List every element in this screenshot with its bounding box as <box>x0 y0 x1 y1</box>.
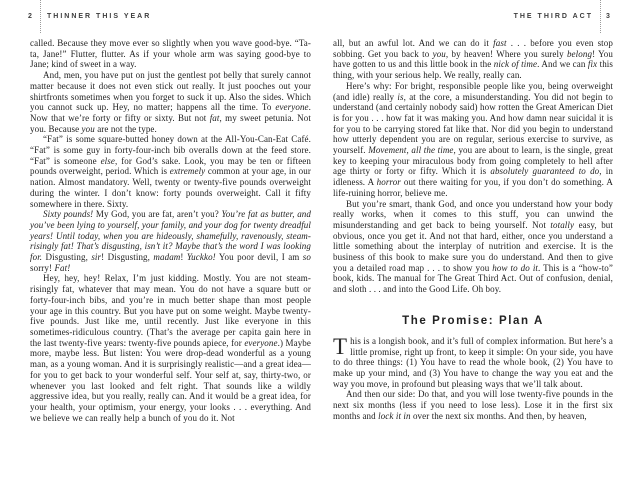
text-run: ! <box>180 252 187 263</box>
text-run-italic: fast <box>493 38 507 48</box>
left-page-number: 2 <box>28 13 34 20</box>
text-run: . And we can <box>537 59 588 70</box>
text-run-italic: is <box>397 91 404 102</box>
right-page-body <box>333 38 613 422</box>
text-run: ! You have gotten to us and this little book in the <box>333 48 613 70</box>
text-run: . . . before you even stop sobbing. Get you back to <box>333 38 613 59</box>
text-run: over the next six months. And then, by heaven, <box>410 410 587 421</box>
text-run: You poor devil, I am <box>215 252 303 263</box>
text-run: out there waiting for you, if you don’t do something. A life-ruining horror, believe me. <box>333 177 613 198</box>
section-heading: The Promise: Plan A <box>402 314 544 327</box>
text-run: , you are about to learn, is the single, great key to keeping your miraculous body from going completely to hell after age thirty or forty or fifty. Which it is <box>333 145 613 177</box>
text-run: , by heaven! Where you surely <box>445 48 567 59</box>
text-run: , for God’s sake. Look, you may be ten or fifteen pounds overweight, period. Which is <box>30 155 311 177</box>
left-page-body <box>30 38 311 423</box>
paragraph <box>333 199 613 295</box>
text-run-italic: extremely <box>169 166 206 177</box>
text-run: Hey, hey, hey! Relax, I’m just kidding. Mostly. You are not steam-risingly fat, whatever that may mean. You do not have a square butt or forty-four-inch bibs, and you’re in much better shape than most people your age in this country. But you have put on some weight. Maybe twenty-five pounds. Just like me, until recently. Just like everyone in this sometimes-ridiculous country. (That’s the average per capita gain here in the last twenty-five years: twenty-five pounds apiece, for <box>30 273 311 348</box>
paragraph <box>333 38 613 81</box>
right-page-body-top <box>333 38 613 295</box>
text-run-italic: everyone <box>275 102 309 113</box>
paragraph <box>333 333 613 390</box>
paragraph <box>30 38 311 70</box>
text-run: common at your age, in our nation. Almost mandatory. Well, twenty or twenty-five pounds overweight during the winter. I don’t know: forty pounds overweight. Call it fifty somewhere in there. Sixty. <box>30 166 311 209</box>
paragraph <box>30 134 311 209</box>
text-run: all, but an awful lot. And we can do it <box>333 38 494 48</box>
text-run: , my sweet petunia. Not you. Because <box>30 112 311 134</box>
text-run-italic: fix <box>587 59 598 70</box>
text-run-italic: lock it in <box>378 410 411 421</box>
right-page-body-bottom <box>333 333 613 422</box>
text-run: .) Maybe more, maybe less. But listen: You were drop-dead wonderful as a young man, as a young woman. And it is surprisingly realistic—and a great idea—for you to get back to your wonderful self. Your self at, say, thirty-two, or whenever you last looked and felt right. That sounds like a wildly aggressive idea, but you really, really can. And it would be a great idea, for your health, your optimism, your energy, your looks . . . everything. And we believe we can really help a bunch of you do it. Not <box>30 337 311 423</box>
text-run-italic: how to do it <box>492 262 539 273</box>
text-run-italic: horror <box>376 177 401 188</box>
left-header-divider <box>40 0 41 33</box>
text-run-italic: else <box>100 155 115 166</box>
text-run-italic: you <box>81 123 95 134</box>
text-run: this thing, with your serious help. We really, really can. <box>333 59 614 81</box>
paragraph <box>30 273 311 423</box>
right-page-number: 3 <box>606 13 612 20</box>
text-run-italic: nick of time <box>493 59 538 70</box>
text-run-italic: so <box>302 252 311 263</box>
text-run: . Now that we’re forty or fifty or sixty. But not <box>30 102 311 123</box>
text-run: Here’s why: For bright, responsible people like you, being overweight (and idle) really <box>333 80 613 102</box>
text-run: easy, but obvious, once you get it. And not that hard, either, once you understand a little something about the interplay of nutrition and exercise. It is the business of this book to make sure you do understand. And then to give you a detailed road map . . . to show you <box>333 219 613 273</box>
paragraph <box>333 389 613 421</box>
text-run: “Fat” is some square-butted honey down at the All-You-Can-Eat Café. “Fat” is some guy in forty-four-inch bib overalls down at the feed store. “Fat” is someone <box>30 134 311 166</box>
text-run-italic: Movement, all the time <box>368 145 454 156</box>
text-run: his is a longish book, and it’s full of complex information. But here’s a little promise, right up front, to keep it simple: On your side, you have to do three things: (1) You have to read the whole book, (2) You have to make up your mind, and (3) You have to change the way you eat and the way you move, in profound but pleasing ways that we’ll talk about. <box>333 335 613 389</box>
text-run-italic: Fat! <box>54 262 71 273</box>
text-run: And, men, you have put on just the gentlest pot belly that surely cannot matter because it does not even stick out really. It just pooches out your shirtfronts sometimes when you forget to suck it up. Also the sides. Which you cannot suck up. Hey, no matter; happens all the time. To <box>30 70 311 113</box>
text-run-italic: Sixty pounds! <box>43 209 94 220</box>
text-run-italic: you <box>432 48 446 59</box>
text-run-italic: Yuckko! <box>186 252 216 263</box>
drop-cap: T <box>333 333 348 359</box>
text-run: are not the type. <box>94 123 157 134</box>
text-run: ! Disgusting, <box>101 252 154 263</box>
paragraph <box>30 70 311 134</box>
right-header-divider <box>600 0 601 33</box>
text-run-italic: You’re fat as butter, and you’ve been lying to yourself, your family, and your dog for twenty dreadful years! Until today, when you are hideously, shamefully, ravenously, steam-risingly fat! That’s disgusting, isn’t it? Maybe that’s the word I was looking for. <box>30 209 312 263</box>
text-run-italic: fat <box>209 112 220 123</box>
left-running-head: THINNER THIS YEAR <box>47 13 152 20</box>
text-run: called. Because they move ever so slightly when you wave good-bye. “Ta-ta, Jane!” Flutter, flutter. As if your whole arm was saying good-bye to Jane; kind of sweet in a way. <box>30 38 311 70</box>
text-run: But you’re smart, thank God, and once you understand how your body really works, when it comes to this stuff, you can unwind the misunderstanding and get back to being yourself. Not <box>333 198 613 230</box>
text-run: Disgusting, <box>42 252 92 263</box>
right-running-head: THE THIRD ACT <box>513 13 593 20</box>
text-run-italic: everyone <box>244 337 278 348</box>
paragraph <box>30 209 311 273</box>
text-run-italic: absolutely guaranteed to do <box>490 166 600 177</box>
text-run: , in idleness. A <box>333 166 614 188</box>
text-run: sorry! <box>30 262 55 273</box>
text-run: . This is a “how-to” book, kids. The manual for The Great Third Act. Out of confusion, denial, and sloth . . . and into the Good Life. Oh boy. <box>333 262 613 295</box>
text-run: , at the core, a misunderstanding. You did not begin to understand (and certainly nobody said) how rotten the Great American Diet is for you . . . how fat it was making you. And how damn near suicidal it is for you to be carrying stored fat like that. Nor did you begin to understand how utterly dependent you are on regular, serious exercise to survive, as yourself. <box>333 91 613 156</box>
paragraph <box>333 81 613 199</box>
text-run: And then our side: Do that, and you will lose twenty-five pounds in the next six months (less if you need to lose less). Lose it in the first six months and <box>333 389 613 421</box>
text-run-italic: totally <box>550 219 575 230</box>
text-run: My God, you are fat, aren’t you? <box>93 209 222 220</box>
text-run-italic: sir <box>91 252 102 263</box>
text-run-italic: madam <box>153 252 181 263</box>
text-run-italic: belong <box>566 48 593 59</box>
